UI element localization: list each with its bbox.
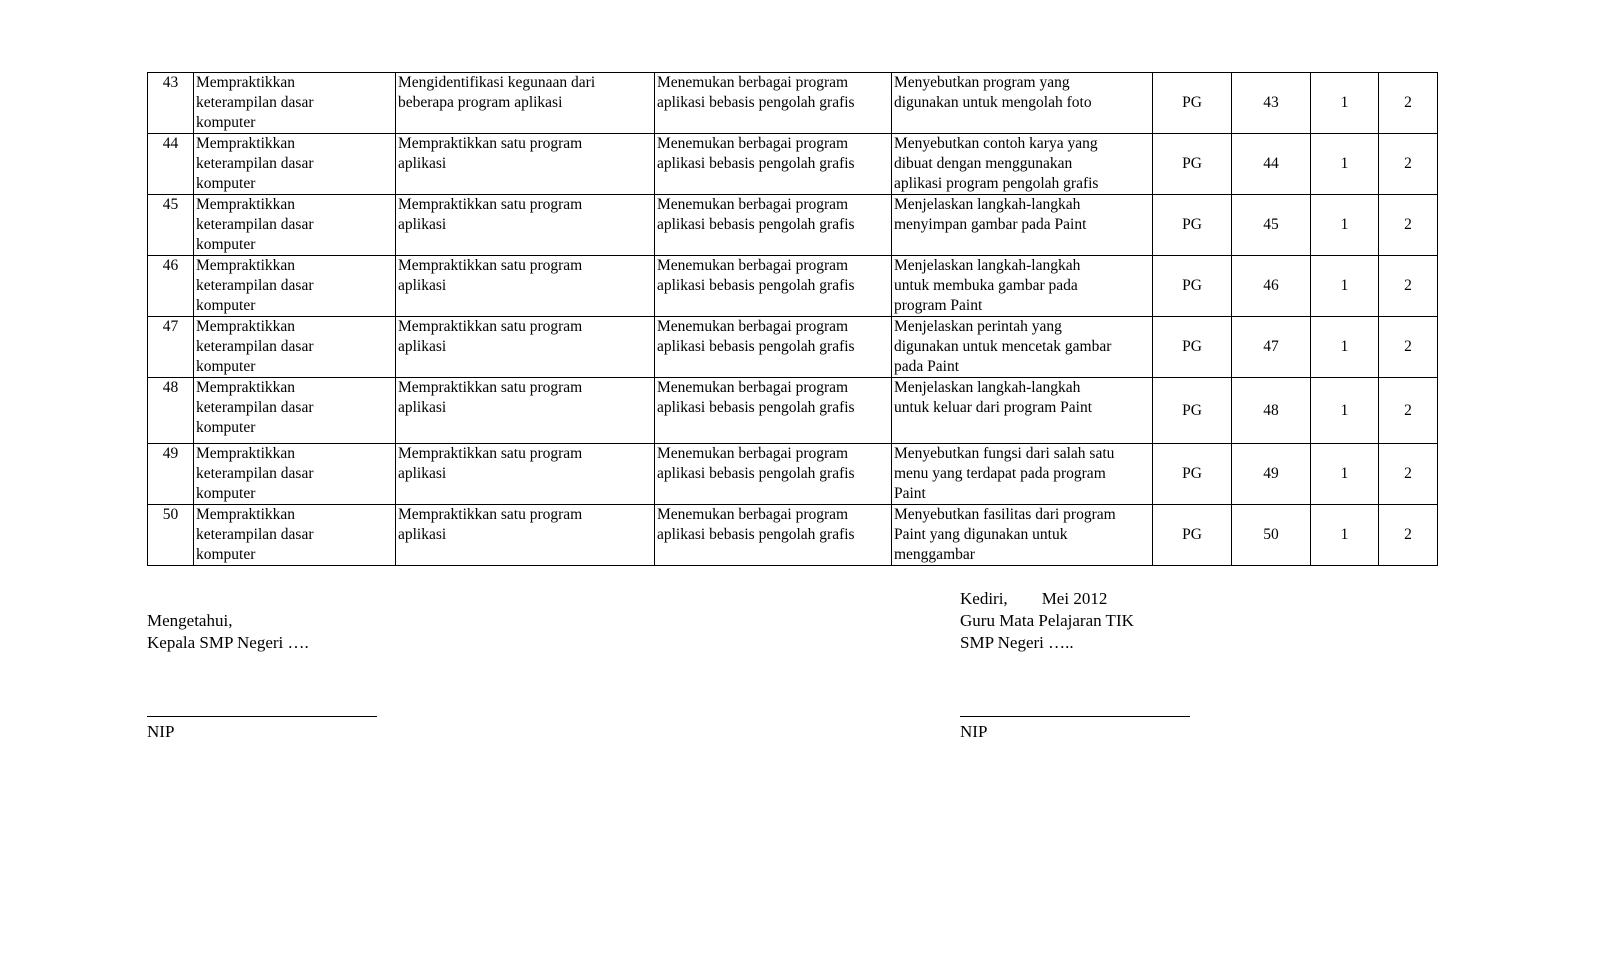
domain-level-cell — [1379, 317, 1438, 378]
weight: 1 — [1340, 216, 1349, 233]
competency-cell — [194, 444, 396, 505]
basic-competency-cell — [396, 134, 655, 195]
material-line: Menemukan berbagai program — [657, 74, 849, 91]
question-number: 43 — [1263, 94, 1279, 111]
basic-competency-line: aplikasi — [398, 277, 447, 294]
domain-level: 2 — [1404, 526, 1412, 543]
teacher-title: Guru Mata Pelajaran TIK — [960, 611, 1134, 630]
question-number: 48 — [1263, 401, 1279, 419]
signature-line-right — [960, 716, 1190, 717]
competency-line: komputer — [196, 236, 256, 253]
row-number-cell — [148, 256, 194, 317]
question-number-cell — [1232, 505, 1311, 566]
material-cell — [655, 256, 892, 317]
question-number-cell — [1232, 444, 1311, 505]
row-number-cell — [148, 134, 194, 195]
place-date — [960, 588, 1134, 610]
acknowledged-label: Mengetahui, — [147, 611, 233, 630]
question-type: PG — [1182, 277, 1202, 294]
principal-title: Kepala SMP Negeri …. — [147, 633, 309, 652]
indicator-line: program Paint — [894, 297, 983, 314]
domain-level-cell — [1379, 73, 1438, 134]
place-label: Kediri, — [960, 589, 1008, 608]
row-number: 50 — [162, 506, 179, 523]
material-cell — [655, 505, 892, 566]
indicator-cell — [892, 134, 1153, 195]
indicator-line: Menjelaskan langkah-langkah — [894, 257, 1081, 274]
indicator-line: Menyebutkan fasilitas dari program — [894, 506, 1116, 523]
indicator-line: Menjelaskan langkah-langkah — [894, 196, 1081, 213]
question-number: 49 — [1263, 465, 1279, 482]
basic-competency-line: Mempraktikkan satu program — [398, 257, 583, 274]
material-line: Menemukan berbagai program — [657, 318, 849, 335]
indicator-line: digunakan untuk mencetak gambar — [894, 338, 1112, 355]
basic-competency-cell — [396, 317, 655, 378]
indicator-cell — [892, 378, 1153, 444]
question-type: PG — [1182, 216, 1202, 233]
basic-competency-cell — [396, 73, 655, 134]
competency-line: keterampilan dasar — [196, 399, 314, 416]
table-row — [148, 378, 1438, 444]
table-row — [148, 505, 1438, 566]
competency-line: Mempraktikkan — [196, 74, 296, 91]
material-line: aplikasi bebasis pengolah grafis — [657, 338, 855, 355]
date-label: Mei 2012 — [1041, 589, 1108, 608]
competency-line: keterampilan dasar — [196, 526, 314, 543]
indicator-line: Paint yang digunakan untuk — [894, 526, 1068, 543]
basic-competency-cell — [396, 378, 655, 444]
indicator-line: digunakan untuk mengolah foto — [894, 94, 1092, 111]
row-number: 44 — [162, 135, 179, 152]
question-type-cell — [1153, 134, 1232, 195]
competency-line: keterampilan dasar — [196, 277, 314, 294]
basic-competency-line: aplikasi — [398, 338, 447, 355]
material-line: Menemukan berbagai program — [657, 257, 849, 274]
competency-cell — [194, 195, 396, 256]
row-number: 46 — [162, 257, 179, 274]
table-row — [148, 73, 1438, 134]
weight-cell — [1311, 444, 1379, 505]
weight: 1 — [1340, 338, 1349, 355]
competency-line: keterampilan dasar — [196, 94, 314, 111]
question-number-cell — [1232, 195, 1311, 256]
row-number-cell — [148, 378, 194, 444]
material-line: aplikasi bebasis pengolah grafis — [657, 465, 855, 482]
weight: 1 — [1340, 465, 1349, 482]
weight-cell — [1311, 378, 1379, 444]
basic-competency-line: aplikasi — [398, 216, 447, 233]
row-number-cell — [148, 444, 194, 505]
competency-line: komputer — [196, 419, 256, 436]
indicator-line: aplikasi program pengolah grafis — [894, 175, 1099, 192]
indicator-line: untuk membuka gambar pada — [894, 277, 1078, 294]
domain-level-cell — [1379, 195, 1438, 256]
domain-level-cell — [1379, 505, 1438, 566]
material-cell — [655, 195, 892, 256]
indicator-line: Menjelaskan perintah yang — [894, 318, 1062, 335]
signature-left — [147, 610, 309, 741]
indicator-cell — [892, 444, 1153, 505]
question-number: 47 — [1263, 338, 1279, 355]
row-number: 43 — [162, 74, 179, 91]
row-number: 48 — [162, 379, 179, 396]
material-cell — [655, 317, 892, 378]
weight: 1 — [1340, 94, 1349, 111]
material-line: aplikasi bebasis pengolah grafis — [657, 216, 855, 233]
weight-cell — [1311, 73, 1379, 134]
domain-level: 2 — [1404, 94, 1412, 111]
question-type-cell — [1153, 317, 1232, 378]
basic-competency-cell — [396, 256, 655, 317]
question-type: PG — [1182, 526, 1202, 543]
domain-level-cell — [1379, 444, 1438, 505]
basic-competency-line: Mempraktikkan satu program — [398, 379, 583, 396]
basic-competency-line: aplikasi — [398, 465, 447, 482]
competency-cell — [194, 317, 396, 378]
basic-competency-cell — [396, 195, 655, 256]
material-line: Menemukan berbagai program — [657, 196, 849, 213]
weight: 1 — [1340, 155, 1349, 172]
basic-competency-cell — [396, 505, 655, 566]
question-type-cell — [1153, 378, 1232, 444]
question-number: 50 — [1263, 526, 1279, 543]
question-number: 46 — [1263, 277, 1279, 294]
question-type: PG — [1182, 401, 1202, 419]
competency-line: keterampilan dasar — [196, 155, 314, 172]
weight-cell — [1311, 195, 1379, 256]
row-number: 47 — [162, 318, 179, 335]
question-number: 45 — [1263, 216, 1279, 233]
competency-cell — [194, 73, 396, 134]
competency-line: komputer — [196, 485, 256, 502]
table-row — [148, 195, 1438, 256]
question-type-cell — [1153, 444, 1232, 505]
competency-line: Mempraktikkan — [196, 445, 296, 462]
indicator-line: untuk keluar dari program Paint — [894, 399, 1093, 416]
kisi-kisi-table — [147, 72, 1438, 566]
indicator-line: pada Paint — [894, 358, 959, 375]
weight-cell — [1311, 317, 1379, 378]
row-number: 49 — [162, 445, 179, 462]
material-line: aplikasi bebasis pengolah grafis — [657, 155, 855, 172]
question-number-cell — [1232, 73, 1311, 134]
competency-line: keterampilan dasar — [196, 338, 314, 355]
material-line: Menemukan berbagai program — [657, 445, 849, 462]
competency-line: Mempraktikkan — [196, 135, 296, 152]
weight-cell — [1311, 505, 1379, 566]
indicator-line: Menyebutkan program yang — [894, 74, 1070, 91]
competency-cell — [194, 505, 396, 566]
question-type: PG — [1182, 465, 1202, 482]
indicator-cell — [892, 256, 1153, 317]
indicator-cell — [892, 195, 1153, 256]
basic-competency-line: Mempraktikkan satu program — [398, 318, 583, 335]
weight-cell — [1311, 134, 1379, 195]
question-type: PG — [1182, 155, 1202, 172]
competency-line: komputer — [196, 114, 256, 131]
basic-competency-line: Mengidentifikasi kegunaan dari — [398, 74, 596, 91]
row-number-cell — [148, 195, 194, 256]
material-line: Menemukan berbagai program — [657, 379, 849, 396]
school-label: SMP Negeri ….. — [960, 633, 1074, 652]
basic-competency-line: aplikasi — [398, 155, 447, 172]
basic-competency-line: Mempraktikkan satu program — [398, 135, 583, 152]
question-type-cell — [1153, 195, 1232, 256]
signature-line-left — [147, 716, 377, 717]
question-type: PG — [1182, 338, 1202, 355]
competency-line: komputer — [196, 358, 256, 375]
material-cell — [655, 378, 892, 444]
domain-level: 2 — [1404, 277, 1412, 294]
domain-level-cell — [1379, 134, 1438, 195]
competency-line: Mempraktikkan — [196, 379, 296, 396]
competency-line: Mempraktikkan — [196, 318, 296, 335]
indicator-cell — [892, 317, 1153, 378]
material-line: aplikasi bebasis pengolah grafis — [657, 399, 855, 416]
competency-cell — [194, 378, 396, 444]
row-number-cell — [148, 73, 194, 134]
domain-level: 2 — [1404, 155, 1412, 172]
basic-competency-line: beberapa program aplikasi — [398, 94, 563, 111]
competency-line: komputer — [196, 297, 256, 314]
material-cell — [655, 134, 892, 195]
competency-cell — [194, 256, 396, 317]
indicator-line: Menjelaskan langkah-langkah — [894, 379, 1081, 396]
table-row — [148, 134, 1438, 195]
row-number-cell — [148, 505, 194, 566]
indicator-line: Paint — [894, 485, 926, 502]
question-number-cell — [1232, 134, 1311, 195]
domain-level: 2 — [1404, 216, 1412, 233]
domain-level: 2 — [1404, 465, 1412, 482]
basic-competency-cell — [396, 444, 655, 505]
domain-level-cell — [1379, 256, 1438, 317]
weight: 1 — [1340, 526, 1349, 543]
competency-cell — [194, 134, 396, 195]
material-line: aplikasi bebasis pengolah grafis — [657, 277, 855, 294]
indicator-line: menggambar — [894, 546, 975, 563]
question-number: 44 — [1263, 155, 1279, 172]
material-cell — [655, 73, 892, 134]
indicator-line: menu yang terdapat pada program — [894, 465, 1106, 482]
material-cell — [655, 444, 892, 505]
indicator-line: menyimpan gambar pada Paint — [894, 216, 1087, 233]
question-type-cell — [1153, 73, 1232, 134]
question-number-cell — [1232, 378, 1311, 444]
indicator-line: Menyebutkan contoh karya yang — [894, 135, 1098, 152]
competency-line: Mempraktikkan — [196, 506, 296, 523]
table-row — [148, 317, 1438, 378]
material-line: Menemukan berbagai program — [657, 135, 849, 152]
indicator-line: Menyebutkan fungsi dari salah satu — [894, 445, 1115, 462]
basic-competency-line: Mempraktikkan satu program — [398, 196, 583, 213]
material-line: aplikasi bebasis pengolah grafis — [657, 526, 855, 543]
basic-competency-line: Mempraktikkan satu program — [398, 445, 583, 462]
basic-competency-line: Mempraktikkan satu program — [398, 506, 583, 523]
basic-competency-line: aplikasi — [398, 399, 447, 416]
basic-competency-line: aplikasi — [398, 526, 447, 543]
domain-level-cell — [1379, 378, 1438, 444]
question-number-cell — [1232, 317, 1311, 378]
weight: 1 — [1340, 401, 1349, 419]
question-number-cell — [1232, 256, 1311, 317]
competency-line: Mempraktikkan — [196, 257, 296, 274]
nip-right: NIP — [960, 722, 988, 741]
material-line: aplikasi bebasis pengolah grafis — [657, 94, 855, 111]
signature-right — [960, 588, 1134, 741]
competency-line: komputer — [196, 546, 256, 563]
question-type: PG — [1182, 94, 1202, 111]
material-line: Menemukan berbagai program — [657, 506, 849, 523]
row-number: 45 — [162, 196, 179, 213]
question-type-cell — [1153, 505, 1232, 566]
competency-line: keterampilan dasar — [196, 216, 314, 233]
weight: 1 — [1340, 277, 1349, 294]
domain-level: 2 — [1404, 401, 1412, 419]
table-row — [148, 444, 1438, 505]
competency-line: komputer — [196, 175, 256, 192]
competency-line: Mempraktikkan — [196, 196, 296, 213]
row-number-cell — [148, 317, 194, 378]
nip-left: NIP — [147, 722, 175, 741]
indicator-cell — [892, 505, 1153, 566]
domain-level: 2 — [1404, 338, 1412, 355]
weight-cell — [1311, 256, 1379, 317]
competency-line: keterampilan dasar — [196, 465, 314, 482]
indicator-line: dibuat dengan menggunakan — [894, 155, 1073, 172]
indicator-cell — [892, 73, 1153, 134]
question-type-cell — [1153, 256, 1232, 317]
table-row — [148, 256, 1438, 317]
